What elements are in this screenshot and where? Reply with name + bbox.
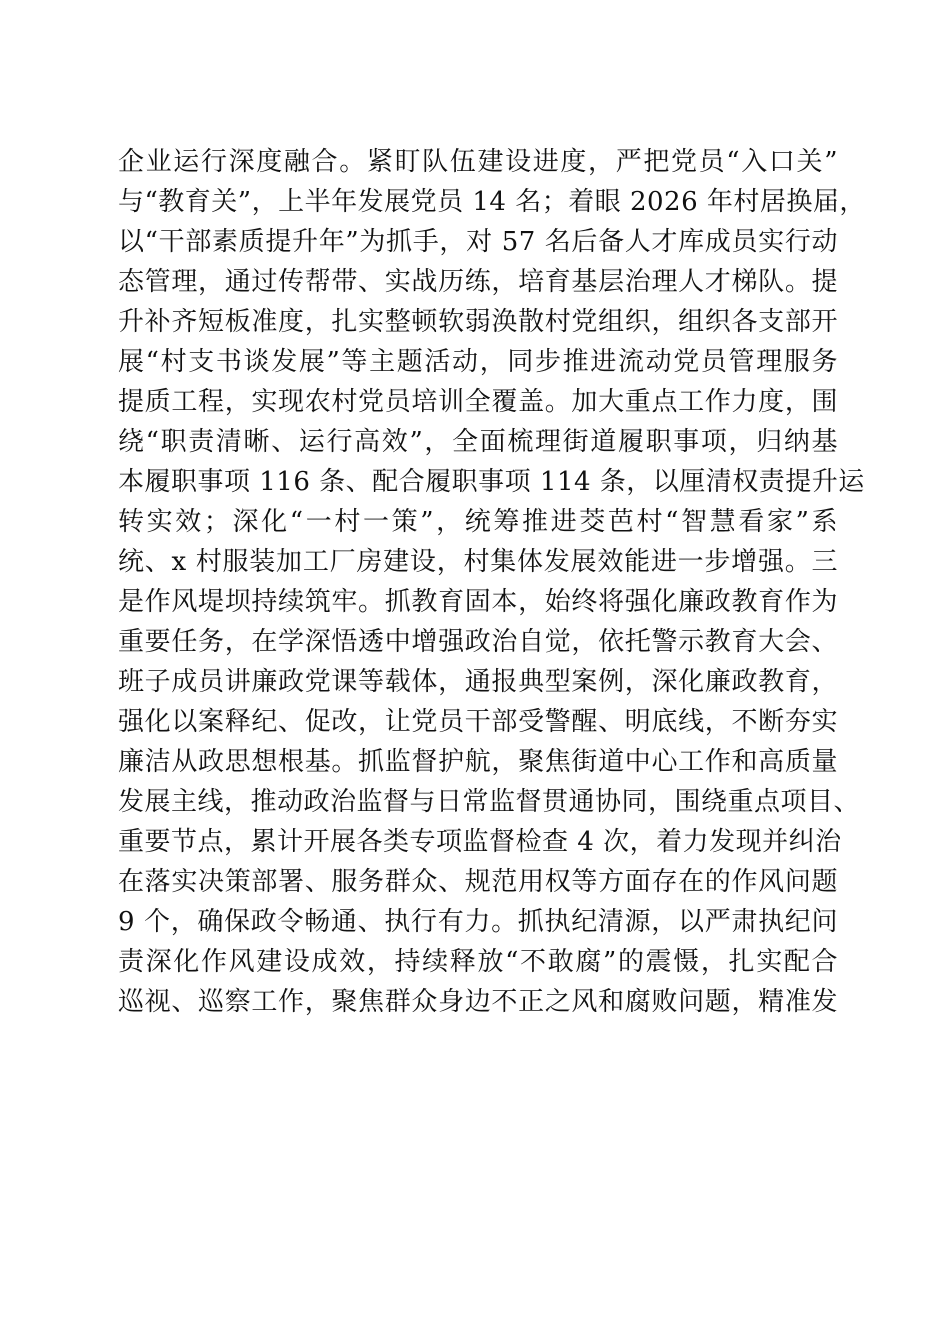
text-line: 态管理，通过传帮带、实战历练，培育基层治理人才梯队。提 [118, 267, 838, 297]
text-line: 重要节点，累计开展各类专项监督检查 4 次，着力发现并纠治 [118, 827, 842, 857]
text-line: 重要任务，在学深悟透中增强政治自觉，依托警示教育大会、 [118, 627, 838, 657]
text-line: 班子成员讲廉政党课等载体，通报典型案例，深化廉政教育， [118, 667, 838, 697]
text-line: 提质工程，实现农村党员培训全覆盖。加大重点工作力度，围 [118, 387, 838, 417]
text-line: 强化以案释纪、促改，让党员干部受警醒、明底线，不断夯实 [118, 707, 838, 737]
text-line: 巡视、巡察工作，聚焦群众身边不正之风和腐败问题，精准发 [118, 987, 838, 1017]
text-line: 升补齐短板准度，扎实整顿软弱涣散村党组织，组织各支部开 [118, 307, 838, 337]
text-line: 统、x 村服装加工厂房建设，村集体发展效能进一步增强。三 [118, 547, 838, 577]
text-line: 本履职事项 116 条、配合履职事项 114 条，以厘清权责提升运 [118, 467, 865, 497]
text-line: 9 个，确保政令畅通、执行有力。抓执纪清源，以严肃执纪问 [118, 907, 838, 937]
text-line: 责深化作风建设成效，持续释放“不敢腐”的震慑，扎实配合 [118, 947, 838, 977]
body-text [118, 142, 866, 1022]
text-line: 展“村支书谈发展”等主题活动，同步推进流动党员管理服务 [118, 347, 838, 377]
text-line: 在落实决策部署、服务群众、规范用权等方面存在的作风问题 [118, 867, 838, 897]
text-line: 企业运行深度融合。紧盯队伍建设进度，严把党员“入口关” [118, 147, 838, 177]
text-line: 廉洁从政思想根基。抓监督护航，聚焦街道中心工作和高质量 [118, 747, 838, 777]
text-line: 发展主线，推动政治监督与日常监督贯通协同，围绕重点项目、 [118, 787, 861, 817]
text-line: 以“干部素质提升年”为抓手，对 57 名后备人才库成员实行动 [118, 227, 838, 257]
text-line: 与“教育关”，上半年发展党员 14 名；着眼 2026 年村居换届， [118, 187, 866, 217]
text-line: 转实效；深化“一村一策”，统筹推进茭芭村“智慧看家”系 [118, 507, 838, 537]
text-line: 绕“职责清晰、运行高效”，全面梳理街道履职事项，归纳基 [118, 427, 838, 457]
text-line: 是作风堤坝持续筑牢。抓教育固本，始终将强化廉政教育作为 [118, 587, 838, 617]
